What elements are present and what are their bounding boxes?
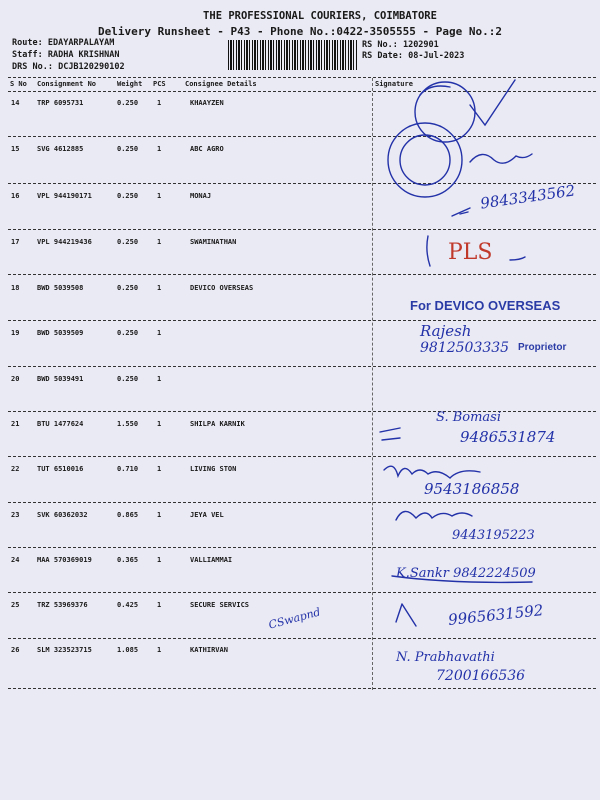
row-consignment: BTU 1477624 <box>37 420 84 428</box>
row-divider <box>8 366 596 367</box>
row-weight: 0.250 <box>117 284 139 292</box>
row-consignment: TRZ 53969376 <box>37 601 88 609</box>
row-divider <box>8 456 596 457</box>
table-row <box>0 511 600 523</box>
row-pcs: 1 <box>157 329 162 337</box>
row-sno: 18 <box>11 284 20 292</box>
row-sno: 17 <box>11 238 20 246</box>
rs-date-label: RS Date: <box>362 51 403 61</box>
row-pcs: 1 <box>157 145 162 153</box>
row-divider <box>8 320 596 321</box>
sig-25-left: CSwapnd <box>267 605 322 632</box>
row-consignee: KATHIRVAN <box>190 646 228 654</box>
col-signature: Signature <box>375 80 413 88</box>
row-divider <box>8 274 596 275</box>
route-line <box>12 38 114 48</box>
row-divider <box>8 547 596 548</box>
rs-no-label: RS No.: <box>362 40 398 50</box>
sig-19-phone: 9812503335 <box>420 340 510 356</box>
company-stamp-circle <box>388 123 462 197</box>
row-consignment: VPL 944190171 <box>37 192 92 200</box>
row-weight: 0.710 <box>117 465 139 473</box>
rs-date-line <box>362 51 464 61</box>
table-row <box>0 329 600 341</box>
rs-no-value: 1202901 <box>402 40 439 50</box>
row-divider <box>8 183 596 184</box>
row-weight: 0.865 <box>117 511 139 519</box>
row-divider <box>8 592 596 593</box>
row-consignment: SLM 323523715 <box>37 646 92 654</box>
stamp-proprietor: Proprietor <box>518 342 567 353</box>
row-consignee: SWAMINATHAN <box>190 238 237 246</box>
row-sno: 26 <box>11 646 20 654</box>
sig-19-name: Rajesh <box>420 322 472 340</box>
row-divider <box>8 411 596 412</box>
sig-22-phone: 9543186858 <box>424 480 520 498</box>
row-sno: 16 <box>11 192 20 200</box>
row-weight: 0.425 <box>117 601 139 609</box>
row-consignee: LIVING STON <box>190 465 237 473</box>
row-pcs: 1 <box>157 99 162 107</box>
row-sno: 15 <box>11 145 20 153</box>
row-sno: 24 <box>11 556 20 564</box>
row-sno: 14 <box>11 99 20 107</box>
sig-26-name: N. Prabhavathi <box>396 650 495 665</box>
sig-26-phone: 7200166536 <box>436 668 526 684</box>
row-pcs: 1 <box>157 420 162 428</box>
col-weight: Weight <box>117 80 143 88</box>
staff-label: Staff: <box>12 50 43 60</box>
sig-25-phone: 9965631592 <box>447 601 545 629</box>
col-sno: S No <box>10 80 27 88</box>
table-row <box>0 375 600 387</box>
row-sno: 21 <box>11 420 20 428</box>
col-consignment: Consignment No <box>37 80 97 88</box>
col-pcs: PCS <box>153 80 166 88</box>
rs-no-line <box>362 40 439 50</box>
table-row <box>0 238 600 250</box>
table-row <box>0 99 600 111</box>
sig-16-phone: 9843343562 <box>479 181 577 213</box>
row-consignee: SHILPA KARNIK <box>190 420 245 428</box>
row-divider <box>8 638 596 639</box>
drs-line <box>12 62 125 72</box>
sig-23-phone: 9443195223 <box>452 528 535 543</box>
row-consignee: SECURE SERVICS <box>190 601 250 609</box>
row-divider <box>8 136 596 137</box>
row-pcs: 1 <box>157 238 162 246</box>
row-consignment: TRP 6095731 <box>37 99 84 107</box>
row-pcs: 1 <box>157 465 162 473</box>
row-consignee: VALLIAMMAI <box>190 556 233 564</box>
row-pcs: 1 <box>157 284 162 292</box>
rs-date-value: 08-Jul-2023 <box>408 51 465 61</box>
row-consignee: JEYA VEL <box>190 511 224 519</box>
row-pcs: 1 <box>157 375 162 383</box>
row-pcs: 1 <box>157 511 162 519</box>
row-consignment: SVK 60362032 <box>37 511 88 519</box>
row-consignee: DEVICO OVERSEAS <box>190 284 254 292</box>
route-label: Route: <box>12 38 43 48</box>
table-row <box>0 284 600 296</box>
table-row <box>0 145 600 157</box>
row-pcs: 1 <box>157 601 162 609</box>
barcode-image <box>228 40 358 70</box>
row-weight: 1.085 <box>117 646 139 654</box>
row-sno: 23 <box>11 511 20 519</box>
row-weight: 0.365 <box>117 556 139 564</box>
staff-line <box>12 50 120 60</box>
col-consignee: Consignee Details <box>185 80 257 88</box>
table-row <box>0 465 600 477</box>
sig-24-text: K.Sankr 9842224509 <box>396 566 536 581</box>
row-consignee: MONAJ <box>190 192 212 200</box>
row-consignment: SVG 4612885 <box>37 145 84 153</box>
row-pcs: 1 <box>157 192 162 200</box>
row-consignment: MAA 570369019 <box>37 556 92 564</box>
row-sno: 19 <box>11 329 20 337</box>
drs-value: DCJB120290102 <box>58 62 125 72</box>
row-consignment: BWD 5039491 <box>37 375 84 383</box>
row-divider <box>8 688 596 689</box>
row-weight: 0.250 <box>117 375 139 383</box>
sig-21-phone: 9486531874 <box>460 428 556 446</box>
row-consignment: BWD 5039508 <box>37 284 84 292</box>
staff-value: RADHA KRISHNAN <box>47 50 120 60</box>
stamp-devico: For DEVICO OVERSEAS <box>410 298 561 313</box>
company-title: THE PROFESSIONAL COURIERS, COIMBATORE <box>203 10 437 22</box>
row-weight: 0.250 <box>117 99 139 107</box>
row-divider <box>8 229 596 230</box>
row-weight: 0.250 <box>117 329 139 337</box>
sig-17-mark: PLS <box>448 240 493 265</box>
row-weight: 1.550 <box>117 420 139 428</box>
row-pcs: 1 <box>157 556 162 564</box>
row-weight: 0.250 <box>117 145 139 153</box>
drs-label: DRS No.: <box>12 62 53 72</box>
row-sno: 20 <box>11 375 20 383</box>
runsheet-subtitle: Delivery Runsheet - P43 - Phone No.:0422-3505555 - Page No.:2 <box>98 25 502 38</box>
row-divider <box>8 502 596 503</box>
header-rule-top <box>8 77 596 78</box>
row-sno: 22 <box>11 465 20 473</box>
row-consignment: TUT 6510016 <box>37 465 84 473</box>
row-consignment: BWD 5039509 <box>37 329 84 337</box>
header-rule-bottom <box>8 91 596 92</box>
row-consignee: ABC AGRO <box>190 145 224 153</box>
row-weight: 0.250 <box>117 238 139 246</box>
table-row <box>0 646 600 658</box>
row-sno: 25 <box>11 601 20 609</box>
row-consignee: KHAAYZEN <box>190 99 224 107</box>
sig-21-name: S. Bomasi <box>436 410 501 425</box>
route-value: EDAYARPALAYAM <box>47 38 115 48</box>
row-weight: 0.250 <box>117 192 139 200</box>
row-consignment: VPL 944219436 <box>37 238 92 246</box>
row-pcs: 1 <box>157 646 162 654</box>
